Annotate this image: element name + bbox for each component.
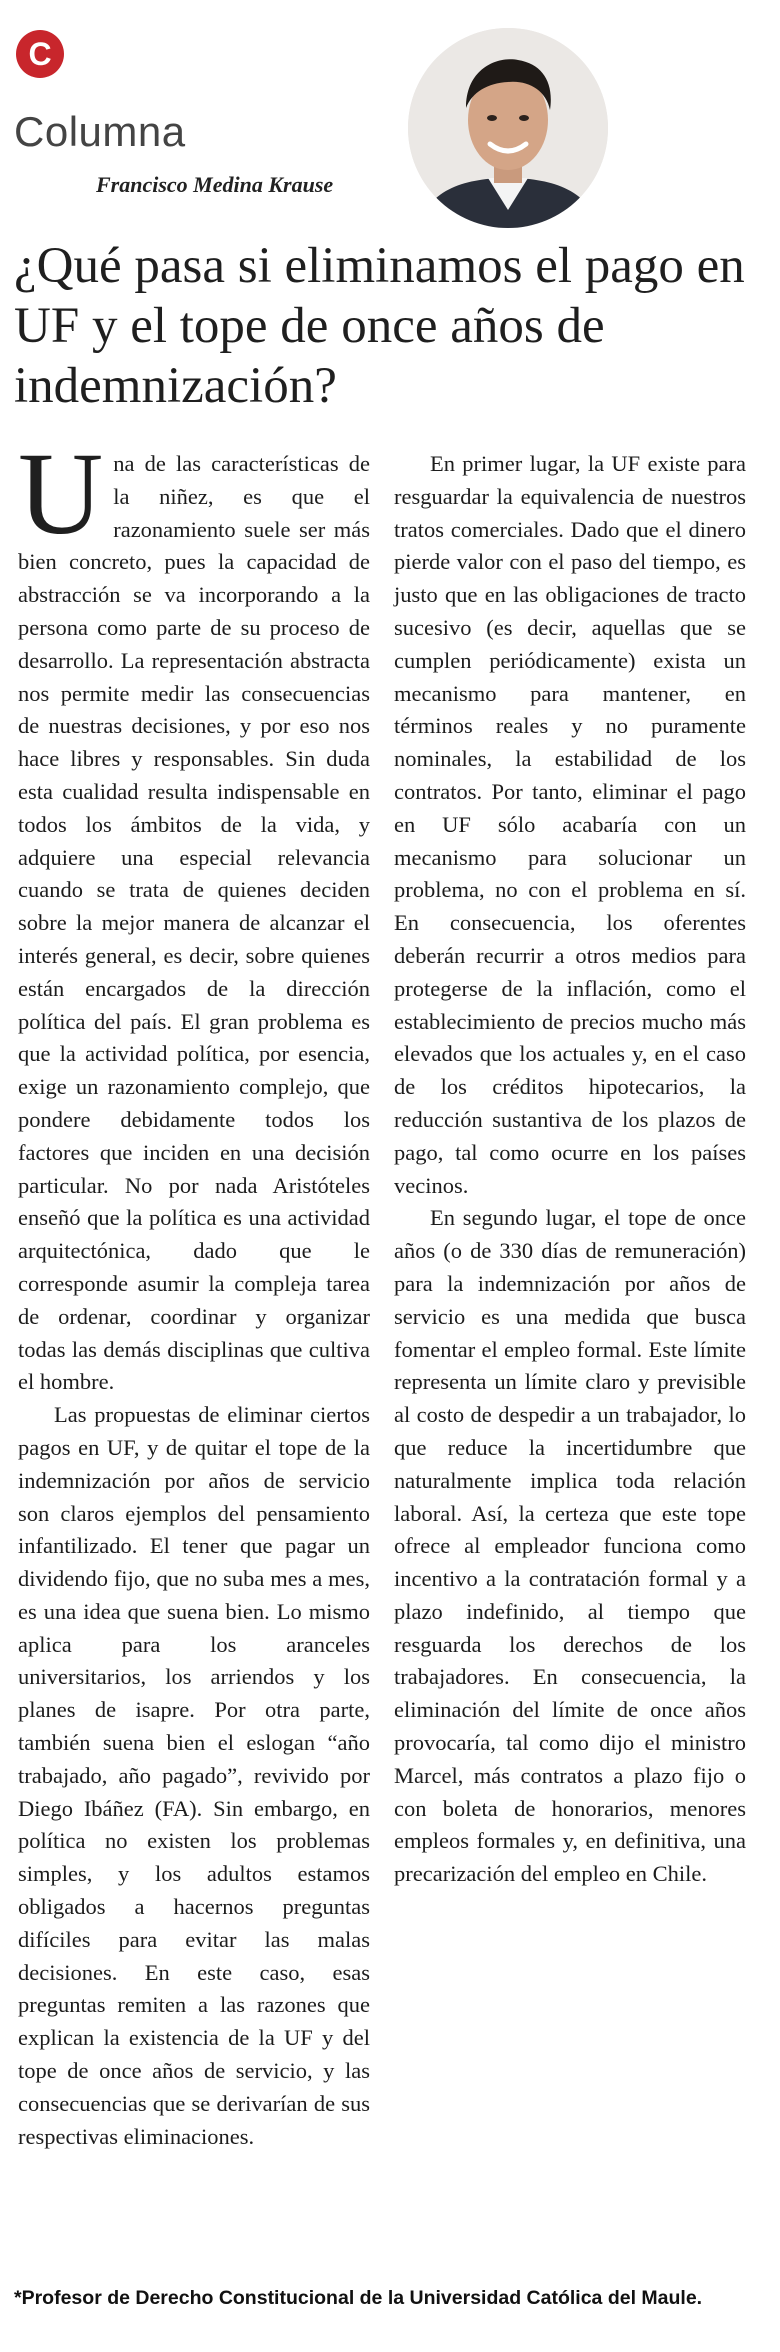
article-column-left	[18, 428, 370, 2153]
author-name: Francisco Medina Krause	[96, 172, 334, 197]
author-credit-footnote: *Profesor de Derecho Constitucional de la Universidad Católica del Maule.	[14, 2287, 703, 2309]
author-portrait-image	[408, 28, 608, 228]
article-paragraph	[18, 428, 370, 1399]
author-photo	[408, 28, 608, 228]
article-paragraph: En primer lugar, la UF existe para resguardar la equivalencia de nuestros tratos comerciales. Dado que el dinero pierde valor con el paso del tiempo, es justo que en las obligaciones de tracto sucesivo (es decir, aquellas que se cumplen periódicamente) exista un mecanismo para mantener, en términos reales y no puramente nominales, la estabilidad de los contratos. Por tanto, eliminar el pago en UF sólo acabaría con un mecanismo para solucionar un problema, no con el problema en sí. En consecuencia, los oferentes deberán recurrir a otros medios para protegerse de la inflación, como el establecimiento de precios mucho más elevados que los actuales y, en el caso de los créditos hipotecarios, la reducción sustantiva de los plazos de pago, tal como ocurre en los países vecinos.	[394, 451, 746, 1198]
headline: ¿Qué pasa si eliminamos el pago en UF y el tope de once años de indemnización?	[14, 238, 745, 414]
paragraph-text: na de las características de la niñez, es que el razonamiento suele ser más bien concreto, pues la capacidad de abstracción se va incorporando a la persona como parte de su proceso de desarrollo. La representación abstracta nos permite medir las consecuencias de nuestras decisiones, y por eso nos hace libres y responsables. Sin duda esta cualidad resulta indispensable en todos los ámbitos de la vida, y adquiere una especial relevancia cuando se trata de quienes deciden sobre la mejor manera de alcanzar el interés general, es decir, sobre quienes están encargados de la dirección política del país. El gran problema es que la actividad política, por esencia, exige un razonamiento complejo, que pondere debidamente todos los factores que inciden en una decisión particular. No por nada Aristóteles enseñó que la política es una actividad arquitectónica, dado que le corresponde asumir la compleja tarea de ordenar, coordinar y organizar todas las demás disciplinas que cultiva el hombre.	[18, 451, 370, 1395]
article-paragraph: En segundo lugar, el tope de once años (o de 330 días de remuneración) para la indemnización por años de servicio es una medida que busca fomentar el empleo formal. Este límite representa un límite claro y previsible al costo de despedir a un trabajador, lo que reduce la incertidumbre que naturalmente implica toda relación laboral. Así, la certeza que este tope ofrece al empleador funciona como incentivo a la contratación formal y a plazo indefinido, al tiempo que resguarda los derechos de los trabajadores. En consecuencia, la eliminación del límite de once años provocaría, tal como dijo el ministro Marcel, más contratos a plazo fijo o con boleta de honorarios, menores empleos formales y, en definitiva, una precarización del empleo en Chile.	[394, 1205, 746, 1887]
drop-cap: U	[18, 428, 104, 559]
article-column-right	[394, 448, 746, 1891]
section-badge: C	[16, 30, 64, 78]
section-label: Columna	[14, 108, 186, 155]
article-paragraph: Las propuestas de eliminar ciertos pagos en UF, y de quitar el tope de la indemnización por años de servicio son claros ejemplos del pensamiento infantilizado. El tener que pagar un dividendo fijo, que no suba mes a mes, es una idea que suena bien. Lo mismo aplica para los aranceles universitarios, los arriendos y los planes de isapre. Por otra parte, también suena bien el eslogan “año trabajado, año pagado”, revivido por Diego Ibáñez (FA). Sin embargo, en política no existen los problemas simples, y los adultos estamos obligados a hacernos preguntas difíciles para evitar las malas decisiones. En este caso, esas preguntas remiten a las razones que explican la existencia de la UF y del tope de once años de servicio, y las consecuencias que se derivarían de sus respectivas eliminaciones.	[18, 1402, 370, 2149]
